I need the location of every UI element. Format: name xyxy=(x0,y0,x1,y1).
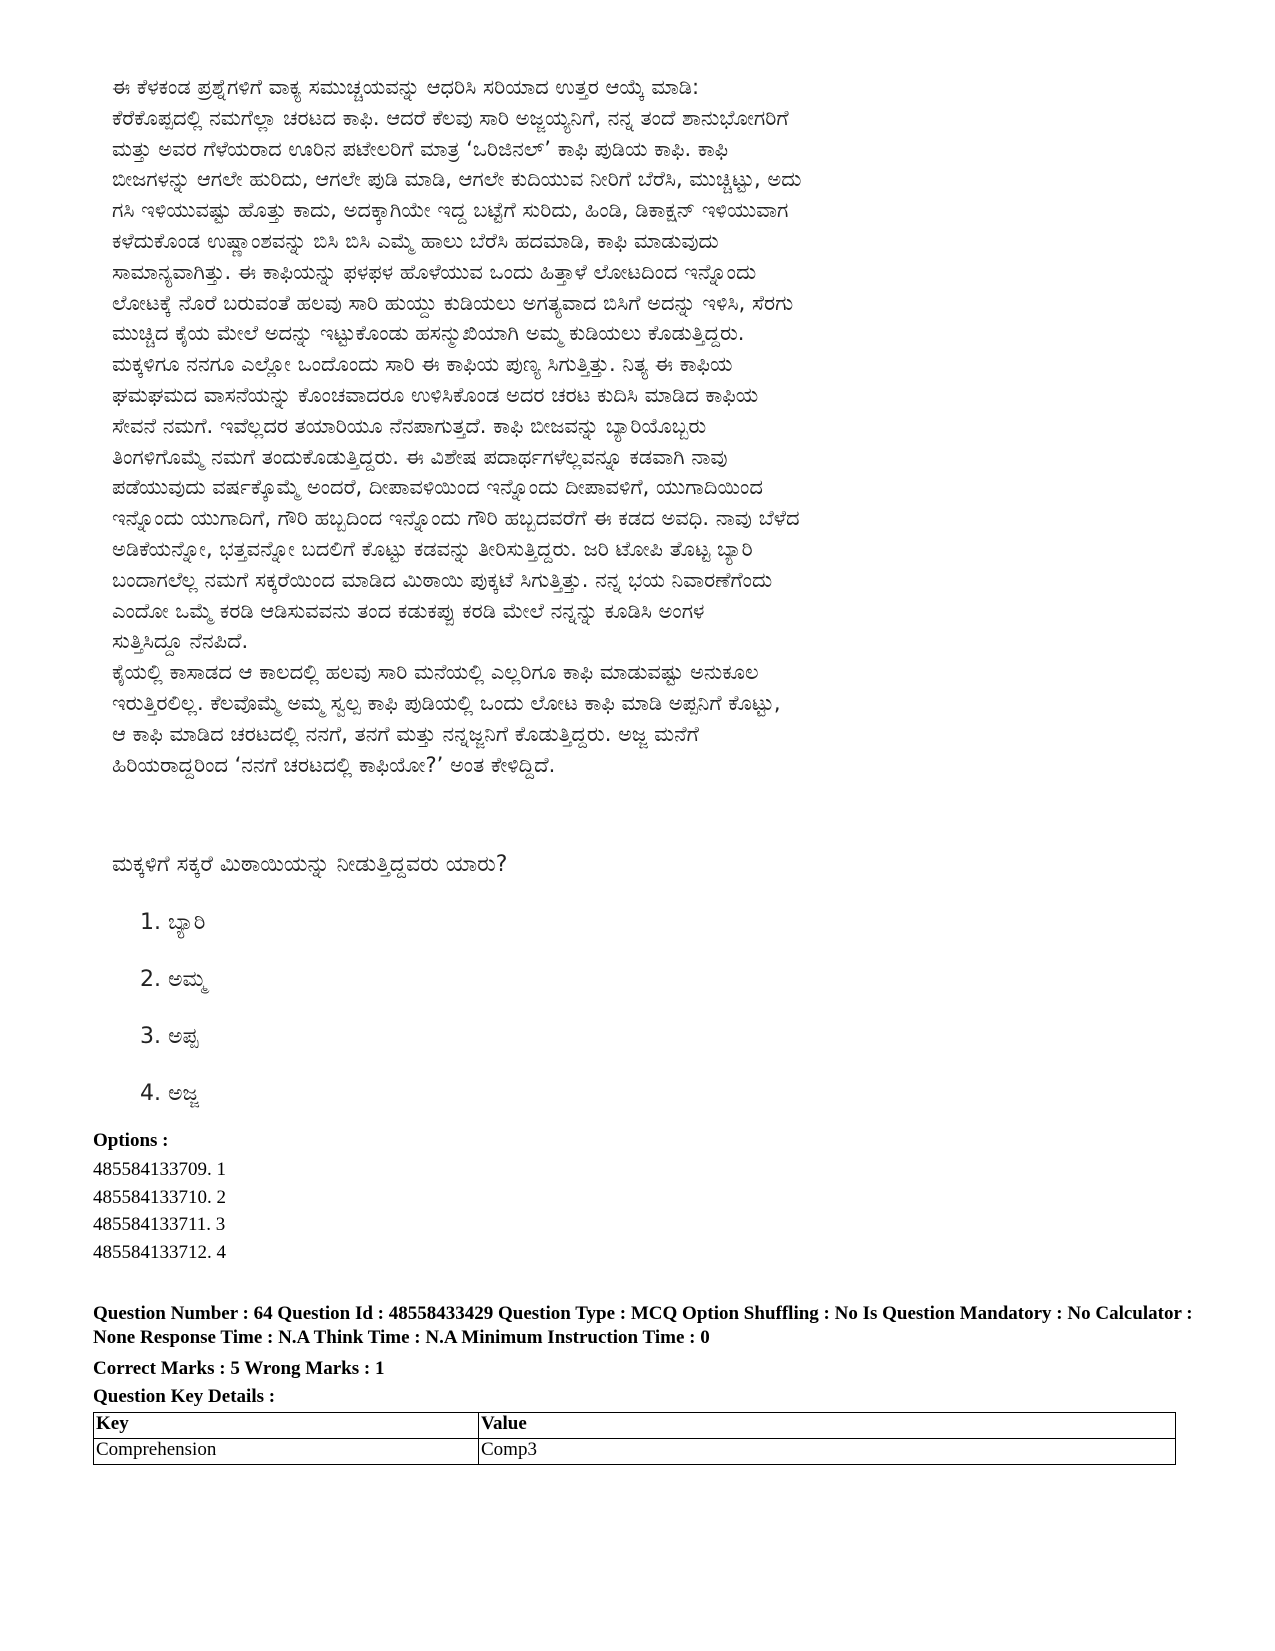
passage-line: ಸೇವನೆ ನಮಗೆ. ಇವೆಲ್ಲದರ ತಯಾರಿಯೂ ನೆನಪಾಗುತ್ತದೆ. ಕಾಫಿ ಬೀಜವನ್ನು ಬ್ಯಾರಿಯೊಬ್ಬರು xyxy=(112,413,707,438)
option-id-list xyxy=(93,1156,226,1266)
option-id-item: 485584133711. 3 xyxy=(93,1214,226,1235)
passage-line: ಎಂದೋ ಒಮ್ಮೆ ಕರಡಿ ಆಡಿಸುವವನು ತಂದ ಕಡುಕಪ್ಪು ಕರಡಿ ಮೇಲೆ ನನ್ನನ್ನು ಕೂಡಿಸಿ ಅಂಗಳ xyxy=(112,598,705,623)
passage-line: ಹಿರಿಯರಾದ್ದರಿಂದ ‘ನನಗೆ ಚರಟದಲ್ಲಿ ಕಾಫಿಯೋ?’ ಅಂತ ಕೇಳಿದ್ದಿದೆ. xyxy=(112,752,556,777)
passage-line: ಮತ್ತು ಅವರ ಗೆಳೆಯರಾದ ಊರಿನ ಪಟೇಲರಿಗೆ ಮಾತ್ರ ‘ಒರಿಜಿನಲ್’ ಕಾಫಿ ಪುಡಿಯ ಕಾಫಿ. ಕಾಫಿ xyxy=(112,136,729,161)
option-id-item: 485584133712. 4 xyxy=(93,1241,226,1263)
passage-line: ಮಕ್ಕಳಿಗೂ ನನಗೂ ಎಲ್ಲೋ ಒಂದೊಂದು ಸಾರಿ ಈ ಕಾಫಿಯ ಪುಣ್ಯ ಸಿಗುತ್ತಿತ್ತು. ನಿತ್ಯ ಈ ಕಾಫಿಯ xyxy=(112,352,733,377)
question-text: ಮಕ್ಕಳಿಗೆ ಸಕ್ಕರೆ ಮಿಠಾಯಿಯನ್ನು ನೀಡುತ್ತಿದ್ದವರು ಯಾರು? xyxy=(112,852,508,877)
table-cell-key: Comprehension xyxy=(94,1439,479,1465)
choice-item: 4. ಅಜ್ಜ xyxy=(140,1081,199,1106)
passage-line: ಆ ಕಾಫಿ ಮಾಡಿದ ಚರಟದಲ್ಲಿ ನನಗೆ, ತನಗೆ ಮತ್ತು ನನ್ನಜ್ಜನಿಗೆ ಕೊಡುತ್ತಿದ್ದರು. ಅಜ್ಜ ಮನೆಗೆ xyxy=(112,721,699,746)
passage-line: ಲೋಟಕ್ಕೆ ನೊರೆ ಬರುವಂತೆ ಹಲವು ಸಾರಿ ಹುಯ್ದು ಕುಡಿಯಲು ಅಗತ್ಯವಾದ ಬಿಸಿಗೆ ಅದನ್ನು ಇಳಿಸಿ, ಸೆರಗು xyxy=(112,290,794,315)
key-details-table xyxy=(93,1412,1176,1465)
key-details-heading: Question Key Details : xyxy=(93,1386,276,1407)
passage-line: ಸಾಮಾನ್ಯವಾಗಿತ್ತು. ಈ ಕಾಫಿಯನ್ನು ಫಳಫಳ ಹೊಳೆಯುವ ಒಂದು ಹಿತ್ತಾಳೆ ಲೋಟದಿಂದ ಇನ್ನೊಂದು xyxy=(112,259,757,284)
passage-line: ಮುಚ್ಚಿದ ಕೈಯ ಮೇಲೆ ಅದನ್ನು ಇಟ್ಟುಕೊಂಡು ಹಸನ್ಮುಖಿಯಾಗಿ ಅಮ್ಮ ಕುಡಿಯಲು ಕೊಡುತ್ತಿದ್ದರು. xyxy=(112,321,745,346)
answer-choices xyxy=(140,908,206,1136)
choice-item: 1. ಬ್ಯಾರಿ xyxy=(140,910,206,935)
question-metadata: Question Number : 64 Question Id : 48558433429 Question Type : MCQ Option Shuffling : No Is Question Mandatory : No Calculator : None Response Time : N.A Think Time : N.A Minimum Instruction Time : 0 xyxy=(93,1303,1193,1348)
option-id-item: 485584133709. 1 xyxy=(93,1159,226,1180)
table-row xyxy=(94,1439,1176,1465)
passage-line: ಬೀಜಗಳನ್ನು ಆಗಲೇ ಹುರಿದು, ಆಗಲೇ ಪುಡಿ ಮಾಡಿ, ಆಗಲೇ ಕುದಿಯುವ ನೀರಿಗೆ ಬೆರೆಸಿ, ಮುಚ್ಚಿಟ್ಟು, ಅದು xyxy=(112,167,802,192)
passage-line: ಪಡೆಯುವುದು ವರ್ಷಕ್ಕೊಮ್ಮೆ ಅಂದರೆ, ದೀಪಾವಳಿಯಿಂದ ಇನ್ನೊಂದು ದೀಪಾವಳಿಗೆ, ಯುಗಾದಿಯಿಂದ xyxy=(112,475,763,500)
choice-item: 3. ಅಪ್ಪ xyxy=(140,1024,199,1049)
passage-line: ಕಳೆದುಕೊಂಡ ಉಷ್ಣಾಂಶವನ್ನು ಬಿಸಿ ಬಿಸಿ ಎಮ್ಮೆ ಹಾಲು ಬೆರೆಸಿ ಹದಮಾಡಿ, ಕಾಫಿ ಮಾಡುವುದು xyxy=(112,228,719,253)
passage-line: ಸುತ್ತಿಸಿದ್ದೂ ನೆನಪಿದೆ. xyxy=(112,629,249,654)
column-header-value: Value xyxy=(479,1413,1176,1439)
passage-line: ಇನ್ನೊಂದು ಯುಗಾದಿಗೆ, ಗೌರಿ ಹಬ್ಬದಿಂದ ಇನ್ನೊಂದು ಗೌರಿ ಹಬ್ಬದವರೆಗೆ ಈ ಕಡದ ಅವಧಿ. ನಾವು ಬೆಳೆದ xyxy=(112,506,800,531)
passage-line: ಕೈಯಲ್ಲಿ ಕಾಸಾಡದ ಆ ಕಾಲದಲ್ಲಿ ಹಲವು ಸಾರಿ ಮನೆಯಲ್ಲಿ ಎಲ್ಲರಿಗೂ ಕಾಫಿ ಮಾಡುವಷ್ಟು ಅನುಕೂಲ xyxy=(112,660,759,685)
passage-line: ಬಂದಾಗಲೆಲ್ಲ ನಮಗೆ ಸಕ್ಕರೆಯಿಂದ ಮಾಡಿದ ಮಿಠಾಯಿ ಪುಕ್ಕಟೆ ಸಿಗುತ್ತಿತ್ತು. ನನ್ನ ಭಯ ನಿವಾರಣೆಗೆಂದು xyxy=(112,567,773,592)
passage-line: ಇರುತ್ತಿರಲಿಲ್ಲ. ಕೆಲವೊಮ್ಮೆ ಅಮ್ಮ ಸ್ವಲ್ಪ ಕಾಫಿ ಪುಡಿಯಲ್ಲಿ ಒಂದು ಲೋಟ ಕಾಫಿ ಮಾಡಿ ಅಪ್ಪನಿಗೆ ಕೊಟ್ಟು, xyxy=(112,690,781,715)
options-heading: Options : xyxy=(93,1130,169,1151)
column-header-key: Key xyxy=(94,1413,479,1439)
choice-item: 2. ಅಮ್ಮ xyxy=(140,967,207,992)
passage-line: ತಿಂಗಳಿಗೊಮ್ಮೆ ನಮಗೆ ತಂದುಕೊಡುತ್ತಿದ್ದರು. ಈ ವಿಶೇಷ ಪದಾರ್ಥಗಳೆಲ್ಲವನ್ನೂ ಕಡವಾಗಿ ನಾವು xyxy=(112,444,728,469)
passage-line: ಘಮಘಮದ ವಾಸನೆಯನ್ನು ಕೊಂಚವಾದರೂ ಉಳಿಸಿಕೊಂಡ ಅದರ ಚರಟ ಕುದಿಸಿ ಮಾಡಿದ ಕಾಫಿಯ xyxy=(112,382,759,407)
option-id-item: 485584133710. 2 xyxy=(93,1186,226,1208)
table-cell-value: Comp3 xyxy=(479,1439,1176,1465)
passage-line: ಕೆರೆಕೊಪ್ಪದಲ್ಲಿ ನಮಗೆಲ್ಲಾ ಚರಟದ ಕಾಫಿ. ಆದರೆ ಕೆಲವು ಸಾರಿ ಅಜ್ಜಯ್ಯನಿಗೆ, ನನ್ನ ತಂದೆ ಶಾನುಭೋಗರಿಗೆ xyxy=(112,105,789,130)
marks-info: Correct Marks : 5 Wrong Marks : 1 xyxy=(93,1358,385,1379)
table-header-row xyxy=(94,1413,1176,1439)
passage-line: ಈ ಕೆಳಕಂಡ ಪ್ರಶ್ನೆಗಳಿಗೆ ವಾಕ್ಯ ಸಮುಚ್ಚಯವನ್ನು ಆಧರಿಸಿ ಸರಿಯಾದ ಉತ್ತರ ಆಯ್ಕೆ ಮಾಡಿ: xyxy=(112,75,700,99)
comprehension-passage xyxy=(112,72,1172,780)
passage-line: ಅಡಿಕೆಯನ್ನೋ, ಭತ್ತವನ್ನೋ ಬದಲಿಗೆ ಕೊಟ್ಟು ಕಡವನ್ನು ತೀರಿಸುತ್ತಿದ್ದರು. ಜರಿ ಟೋಪಿ ತೊಟ್ಟ ಬ್ಯಾರಿ xyxy=(112,536,753,561)
passage-line: ಗಸಿ ಇಳಿಯುವಷ್ಟು ಹೊತ್ತು ಕಾದು, ಅದಕ್ಕಾಗಿಯೇ ಇದ್ದ ಬಟ್ಟೆಗೆ ಸುರಿದು, ಹಿಂಡಿ, ಡಿಕಾಕ್ಷನ್ ಇಳಿಯುವಾಗ xyxy=(112,198,789,223)
